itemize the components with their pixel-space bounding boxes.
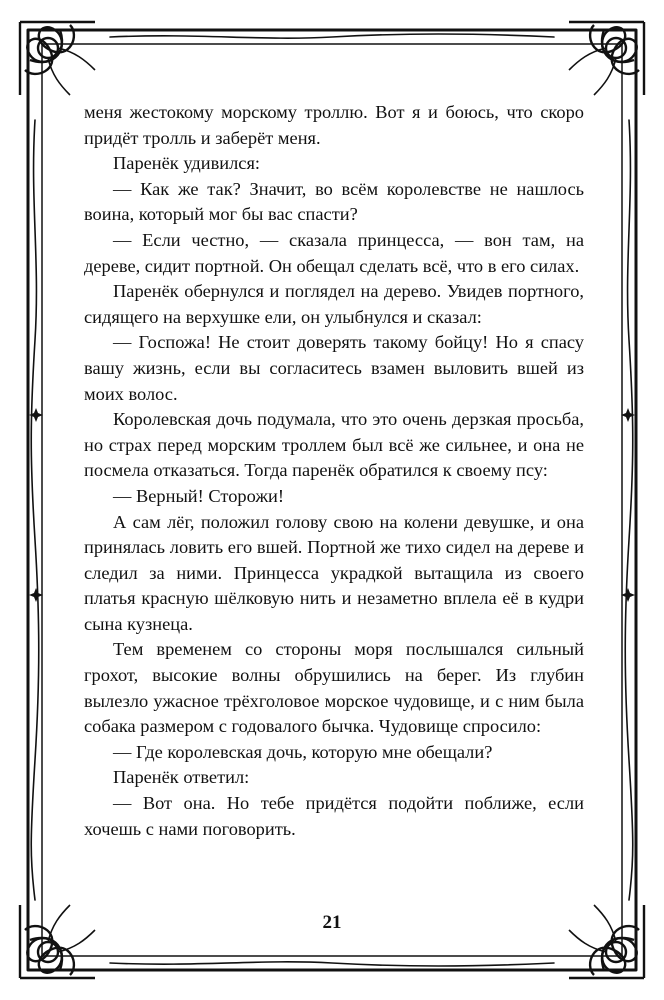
corner-ornament-top-right	[569, 22, 644, 95]
paragraph: Паренёк ответил:	[113, 767, 250, 788]
paragraph: А сам лёг, положил голову свою на колени девушке, и она принялась ловить его вшей. Портной же тихо сидел на дереве и следил за ними. Принцесса украдкой вытащила из своего платья красную шёлковую нить и незаметно вплела её в кудри сына кузнеца.	[84, 511, 584, 634]
border-vine-top	[110, 34, 554, 38]
star-left-lower	[29, 588, 43, 602]
paragraph: — Верный! Сторожи!	[113, 485, 284, 506]
border-vine-right	[625, 120, 633, 900]
border-vine-bottom	[110, 962, 554, 966]
paragraph: Королевская дочь подумала, что это очень дерзкая просьба, но страх перед морским троллем был всё же сильнее, и она не посмела отказаться. Тогда паренёк обратился к своему псу:	[84, 409, 584, 481]
story-text	[84, 100, 584, 842]
paragraph: Паренёк обернулся и поглядел на дерево. Увидев портного, сидящего на верхушке ели, он улыбнулся и сказал:	[84, 281, 584, 327]
paragraph: — Если честно, — сказала принцесса, — вон там, на дереве, сидит портной. Он обещал сделать всё, что в его силах.	[84, 229, 584, 276]
paragraph: Тем временем со стороны моря послышался сильный грохот, высокие волны обрушились на берег. Из глубин вылезло ужасное трёхголовое морское чудовище, и с ним была собака размером с годовалого бычка. Чудовище спросило:	[84, 639, 584, 737]
paragraph: — Как же так? Значит, во всём королевстве не нашлось воина, который мог бы вас спасти?	[84, 178, 584, 225]
paragraph: — Где королевская дочь, которую мне обещали?	[113, 741, 493, 762]
star-right-lower	[621, 588, 635, 602]
paragraph: Паренёк удивился:	[113, 153, 261, 174]
paragraph: — Вот она. Но тебе придётся подойти поближе, если хочешь с нами поговорить.	[84, 793, 584, 839]
paragraph: — Госпожа! Не стоит доверять такому бойцу! Но я спасу вашу жизнь, если вы согласитесь взамен выловить вшей из моих волос.	[84, 332, 584, 404]
corner-ornament-top-left	[20, 22, 95, 95]
paragraph: меня жестокому морскому троллю. Вот я и боюсь, что скоро придёт тролль и заберёт меня.	[84, 102, 584, 148]
page-number: 21	[322, 912, 342, 933]
border-vine-left	[31, 120, 39, 900]
